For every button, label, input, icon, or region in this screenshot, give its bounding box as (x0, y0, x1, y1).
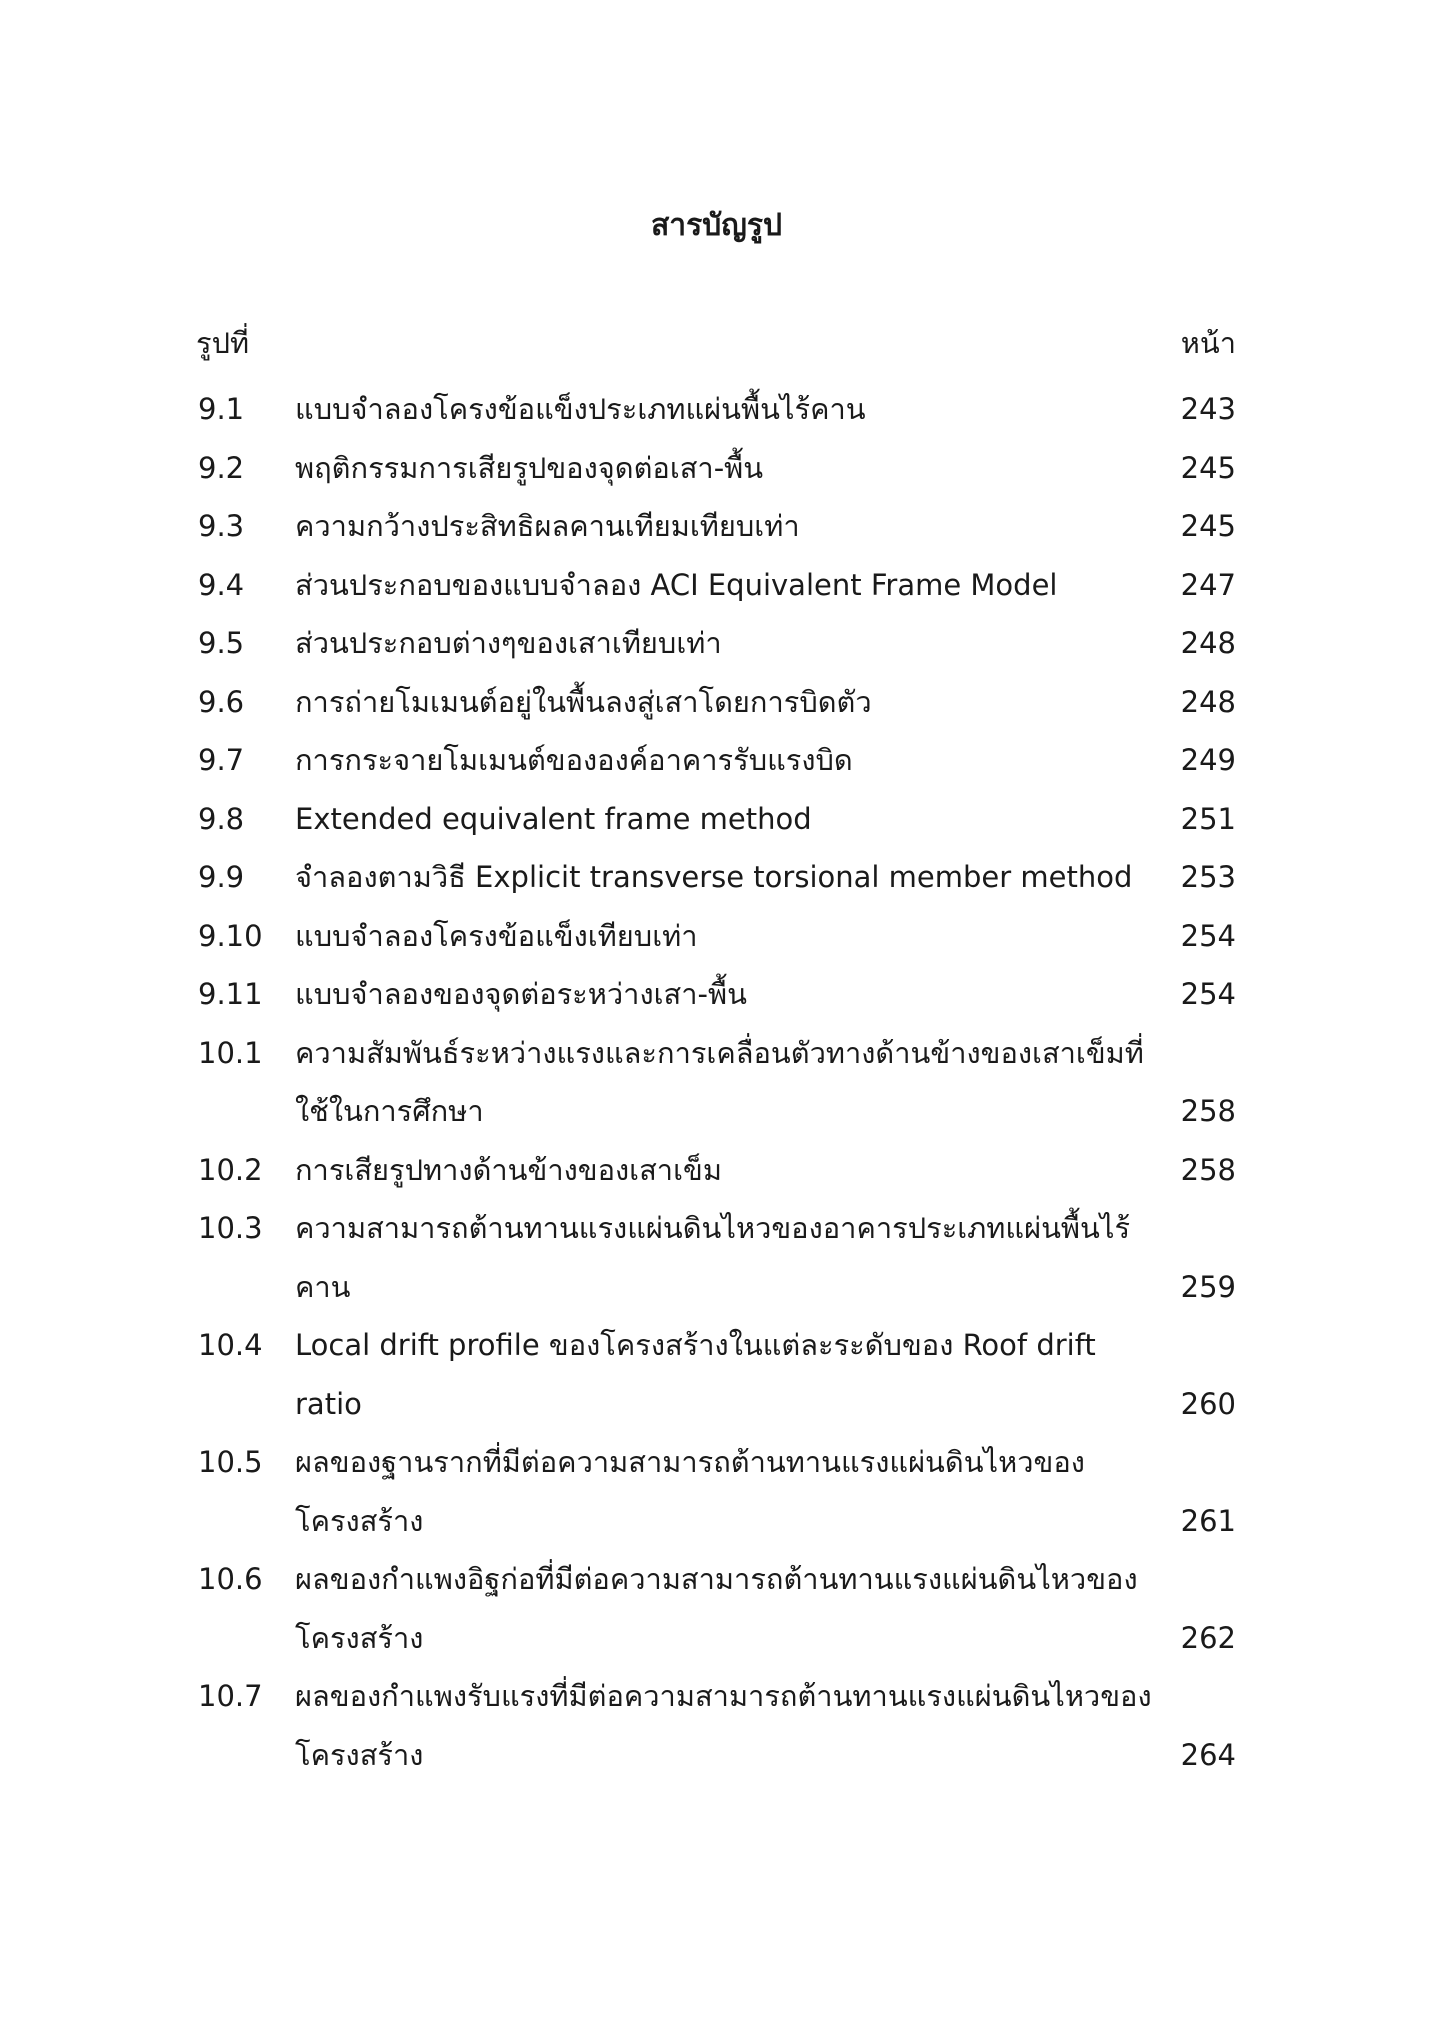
figure-title: การกระจายโมเมนต์ขององค์อาคารรับแรงบิด (295, 743, 853, 777)
page-number: 249 (1180, 743, 1236, 777)
toc-entry (196, 1667, 1236, 1784)
figure-number: 10.7 (198, 1679, 263, 1713)
figure-number: 9.10 (198, 918, 263, 953)
page-number: 247 (1180, 567, 1236, 602)
figure-number: 9.1 (198, 392, 245, 426)
toc-header (196, 322, 1236, 364)
toc-entry (196, 1199, 1236, 1316)
page-title: สารบัญรูป (650, 208, 783, 243)
toc-entry (196, 731, 1236, 790)
figure-title: ความสามารถต้านทานแรงแผ่นดินไหวของอาคารประเภทแผ่นพื้นไร้คาน (295, 1211, 1131, 1304)
figure-title: ผลของกำแพงอิฐก่อที่มีต่อความสามารถต้านทานแรงแผ่นดินไหวของโครงสร้าง (295, 1562, 1138, 1655)
page-number: 248 (1180, 684, 1236, 719)
figure-number: 10.2 (198, 1152, 263, 1187)
page-number: 248 (1180, 626, 1236, 660)
toc-entry (196, 497, 1236, 556)
figure-number: 10.5 (198, 1445, 263, 1479)
figure-title: ความสัมพันธ์ระหว่างแรงและการเคลื่อนตัวทางด้านข้างของเสาเข็มที่ใช้ในการศึกษา (295, 1035, 1144, 1128)
page-number: 259 (1180, 1269, 1236, 1304)
toc-entry (196, 1316, 1236, 1433)
page-column-label: หน้า (1180, 326, 1236, 360)
page-number: 258 (1180, 1152, 1236, 1187)
page-number: 262 (1180, 1620, 1236, 1655)
figure-number: 9.9 (198, 860, 245, 894)
figure-number: 9.2 (198, 450, 245, 485)
figure-title: การเสียรูปทางด้านข้างของเสาเข็ม (295, 1152, 722, 1187)
figure-number: 9.3 (198, 509, 245, 543)
page-number: 245 (1180, 509, 1236, 543)
toc-entry (196, 965, 1236, 1024)
page-number: 245 (1180, 450, 1236, 485)
toc-entry (196, 614, 1236, 673)
toc-entry (196, 848, 1236, 907)
figure-title: Extended equivalent frame method (295, 801, 812, 836)
figure-title: ส่วนประกอบต่างๆของเสาเทียบเท่า (295, 626, 722, 660)
toc-entry (196, 1024, 1236, 1141)
toc-entry (196, 673, 1236, 732)
toc-entry (196, 1141, 1236, 1200)
figure-column-label: รูปที่ (196, 326, 250, 360)
toc-entry (196, 380, 1236, 439)
page-number: 243 (1180, 392, 1236, 426)
figure-number: 10.4 (198, 1328, 263, 1362)
toc-entry (196, 439, 1236, 498)
figure-title: แบบจำลองโครงข้อแข็งประเภทแผ่นพื้นไร้คาน (295, 392, 866, 426)
figure-number: 9.8 (198, 801, 245, 836)
page-number: 251 (1180, 801, 1236, 836)
figure-number: 9.5 (198, 626, 245, 660)
page-number: 260 (1180, 1386, 1236, 1421)
page-number: 264 (1180, 1737, 1236, 1772)
toc-entry (196, 556, 1236, 615)
page-number: 253 (1180, 860, 1236, 894)
figure-list (196, 380, 1236, 1784)
figure-title: จำลองตามวิธี Explicit transverse torsional member method (295, 860, 1133, 894)
figure-title: ความกว้างประสิทธิผลคานเทียมเทียบเท่า (295, 509, 800, 543)
figure-number: 9.7 (198, 743, 245, 777)
page-number: 254 (1180, 977, 1236, 1011)
figure-title: แบบจำลองของจุดต่อระหว่างเสา-พื้น (295, 977, 747, 1011)
toc-entry (196, 907, 1236, 966)
figure-title: ผลของฐานรากที่มีต่อความสามารถต้านทานแรงแผ่นดินไหวของโครงสร้าง (295, 1445, 1085, 1538)
page-number: 254 (1180, 918, 1236, 953)
page-number: 261 (1180, 1503, 1236, 1538)
figure-number: 10.6 (198, 1562, 263, 1596)
toc-entry (196, 1550, 1236, 1667)
figure-title: พฤติกรรมการเสียรูปของจุดต่อเสา-พื้น (295, 450, 764, 485)
figure-title: การถ่ายโมเมนต์อยู่ในพื้นลงสู่เสาโดยการบิดตัว (295, 684, 872, 719)
figure-title: ส่วนประกอบของแบบจำลอง ACI Equivalent Frame Model (295, 567, 1058, 602)
figure-number: 9.4 (198, 567, 245, 602)
figure-title: ผลของกำแพงรับแรงที่มีต่อความสามารถต้านทานแรงแผ่นดินไหวของโครงสร้าง (295, 1679, 1152, 1772)
figure-number: 9.6 (198, 684, 245, 719)
figure-title: Local drift profile ของโครงสร้างในแต่ละระดับของ Roof drift ratio (295, 1328, 1096, 1421)
figure-title: แบบจำลองโครงข้อแข็งเทียบเท่า (295, 918, 698, 953)
page-number: 258 (1180, 1094, 1236, 1128)
figure-number: 10.1 (198, 1035, 263, 1070)
toc-entry (196, 790, 1236, 849)
figure-number: 10.3 (198, 1211, 263, 1245)
toc-entry (196, 1433, 1236, 1550)
figure-number: 9.11 (198, 977, 263, 1011)
